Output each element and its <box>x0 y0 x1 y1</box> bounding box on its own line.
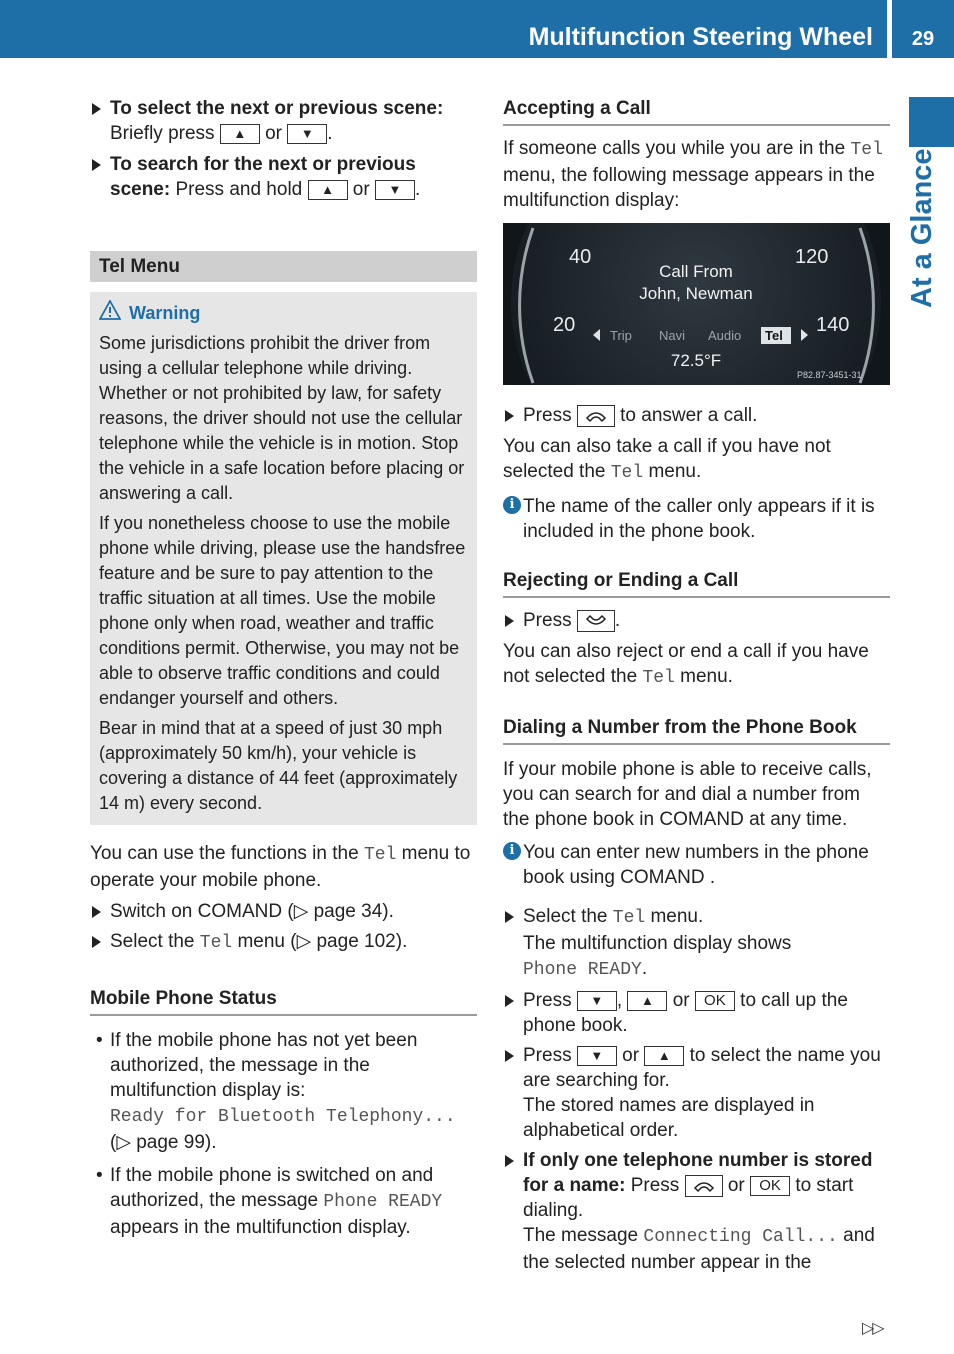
info-note <box>503 494 890 544</box>
tel-menu-heading: Tel Menu <box>90 251 477 282</box>
step-bold-text: To select the next or previous scene: <box>110 98 444 119</box>
right-column <box>503 96 890 1280</box>
speed-label: 20 <box>553 314 576 336</box>
body-paragraph <box>90 841 477 893</box>
or-text: or <box>672 990 690 1011</box>
warning-header <box>99 300 468 327</box>
text: menu. <box>648 461 702 482</box>
instruction-step <box>503 1043 890 1143</box>
display-message: Connecting Call... <box>643 1227 838 1247</box>
instruction-step: Select the Tel menu. The multifunction display shows Phone READY. <box>503 904 890 983</box>
instruction-step <box>503 988 890 1038</box>
instruction-step <box>503 1148 890 1275</box>
body-paragraph <box>503 434 890 486</box>
display-message: Ready for Bluetooth Telephony... <box>110 1107 456 1127</box>
step-text: Press <box>523 990 572 1011</box>
display-message: Phone READY <box>523 960 642 980</box>
instruction-step: Press . <box>503 608 890 633</box>
text: You can use the functions in the <box>90 843 359 864</box>
tel-display-text: Tel <box>642 668 675 688</box>
text: If the mobile phone is switched on and authorized, the message <box>110 1165 434 1211</box>
instruction-step <box>503 403 890 428</box>
warning-paragraph: Some jurisdictions prohibit the driver from using a cellular telephone while driving. Whether or not prohibited by law, for safety reasons, the driver should not use the cellular telephone while the vehicle is in motion. Stop the vehicle in a safe location before placing or answering a call. <box>99 333 465 503</box>
text: You can also reject or end a call if you have not selected the <box>503 641 869 687</box>
step-text: The multifunction display shows <box>523 933 792 954</box>
display-tab: Navi <box>659 328 686 343</box>
instruction-step <box>90 899 477 924</box>
step-text: Select the <box>523 906 608 927</box>
list-item <box>90 1163 477 1240</box>
comma: , <box>616 990 623 1011</box>
tel-display-text: Tel <box>612 908 646 928</box>
display-line: Call From <box>659 262 733 281</box>
display-tab: Audio <box>708 328 742 343</box>
instruction-step <box>90 929 477 956</box>
tel-display-text: Tel <box>610 463 644 483</box>
step-text: Briefly press <box>110 123 215 144</box>
step-text: Select the <box>110 931 195 952</box>
body-paragraph <box>503 639 890 691</box>
step-text: menu. <box>650 906 704 927</box>
instruction-step: To search for the next or previous scene: Press and hold ▲ or ▼ . <box>90 152 477 202</box>
display-temperature: 72.5°F <box>670 351 722 370</box>
warning-box <box>90 292 477 825</box>
info-text: The name of the caller only appears if it is included in the phone book. <box>523 496 875 542</box>
warning-paragraph: Bear in mind that at a speed of just 30 mph (approximately 50 km/h), your vehicle is covering a distance of 44 feet (approximately 14 m) every second. <box>99 718 458 813</box>
multifunction-display-image <box>503 223 890 385</box>
tel-display-text: Tel <box>199 933 233 953</box>
body-paragraph <box>503 136 890 213</box>
page-reference: (▷ page 99). <box>110 1132 217 1153</box>
end-call-key-icon <box>577 610 615 632</box>
down-key: ▼ <box>287 124 327 144</box>
step-text: Press <box>523 610 572 631</box>
or-text: or <box>622 1045 640 1066</box>
down-key: ▼ <box>577 1046 617 1066</box>
page-number-box <box>892 0 954 58</box>
up-key: ▲ <box>308 180 348 200</box>
ok-key: OK <box>750 1176 790 1196</box>
text: If the mobile phone has not yet been authorized, the message in the multifunction display is: <box>110 1030 418 1101</box>
step-text: Press <box>523 1045 572 1066</box>
speed-label: 140 <box>816 314 850 336</box>
rejecting-call-heading: Rejecting or Ending a Call <box>503 568 890 598</box>
step-text: to answer a call. <box>620 405 758 426</box>
up-key: ▲ <box>220 124 260 144</box>
step-text: The stored names are displayed in alphabetical order. <box>523 1095 815 1141</box>
info-icon: i <box>503 496 521 514</box>
figure-code: P82.87-3451-31 <box>797 370 862 380</box>
step-text: to select the name you are searching for. <box>523 1045 881 1091</box>
side-tab-marker <box>909 97 954 147</box>
warning-paragraph: If you nonetheless choose to use the mobile phone while driving, please use the handsfree feature and be sure to pay attention to the traffic situation at all times. Use the mobile phone only when road, weather and traffic conditions permit. Otherwise, you may not be able to observe traffic conditions and could endanger yourself and others. <box>99 513 466 708</box>
display-tab: Trip <box>610 328 632 343</box>
mobile-status-heading: Mobile Phone Status <box>90 986 477 1016</box>
step-text: menu (▷ page 102). <box>237 931 408 952</box>
step-text: Press <box>630 1175 680 1196</box>
down-key: ▼ <box>577 991 617 1011</box>
step-text: The message <box>523 1225 639 1246</box>
warning-triangle-icon <box>99 300 121 327</box>
side-tab-label: At a Glance <box>906 148 938 308</box>
page-title: Multifunction Steering Wheel <box>528 23 873 51</box>
answer-phone-key-icon <box>685 1175 723 1197</box>
left-column <box>90 96 477 1248</box>
text: menu to operate your mobile phone. <box>90 843 471 891</box>
down-key: ▼ <box>375 180 415 200</box>
step-text: Press <box>523 405 572 426</box>
speed-label: 40 <box>569 246 592 268</box>
text: menu. <box>680 666 733 687</box>
side-tab <box>904 148 940 308</box>
info-icon: i <box>503 842 521 860</box>
list-item <box>90 1028 477 1155</box>
body-paragraph: If your mobile phone is able to receive calls, you can search for and dial a number from the phone book in COMAND at any time. <box>503 759 872 830</box>
instruction-step: To select the next or previous scene: Briefly press ▲ or ▼ . <box>90 96 477 146</box>
step-text: to call up the phone book. <box>523 990 848 1036</box>
page-number: 29 <box>911 28 935 50</box>
up-key: ▲ <box>627 991 667 1011</box>
warning-label: Warning <box>129 303 201 323</box>
ok-key: OK <box>695 991 735 1011</box>
tel-display-text: Tel <box>363 845 397 865</box>
step-bold-text: To search for the next or previous scene: <box>110 154 416 200</box>
accepting-call-heading: Accepting a Call <box>503 96 890 126</box>
display-tab-selected: Tel <box>765 328 783 343</box>
text: menu, the following message appears in the multifunction display: <box>503 165 875 211</box>
display-message: Phone READY <box>323 1192 443 1212</box>
text: You can also take a call if you have not selected the <box>503 436 831 482</box>
speed-label: 120 <box>795 246 829 268</box>
or-text: or <box>727 1175 745 1196</box>
answer-phone-key-icon <box>577 405 615 427</box>
info-text: You can enter new numbers in the phone book using COMAND . <box>523 842 869 888</box>
up-key: ▲ <box>644 1046 684 1066</box>
text: If someone calls you while you are in the <box>503 138 846 159</box>
step-text: Switch on COMAND (▷ page 34). <box>110 901 394 922</box>
step-bold-text: If only one telephone number is stored for a name: <box>523 1150 873 1196</box>
tel-display-text: Tel <box>850 140 883 160</box>
text: appears in the multifunction display. <box>110 1217 411 1238</box>
step-text: Press and hold <box>175 179 303 200</box>
or-text: or <box>265 123 282 144</box>
step-text: to start dialing. <box>523 1175 854 1221</box>
step-text: and the selected number appear in the <box>523 1225 875 1273</box>
header-bar <box>0 0 887 58</box>
display-line: John, Newman <box>639 284 753 303</box>
dialing-heading: Dialing a Number from the Phone Book <box>503 715 890 745</box>
info-note <box>503 840 890 890</box>
continue-arrows-icon: ▷▷ <box>862 1320 883 1337</box>
or-text: or <box>352 179 370 200</box>
